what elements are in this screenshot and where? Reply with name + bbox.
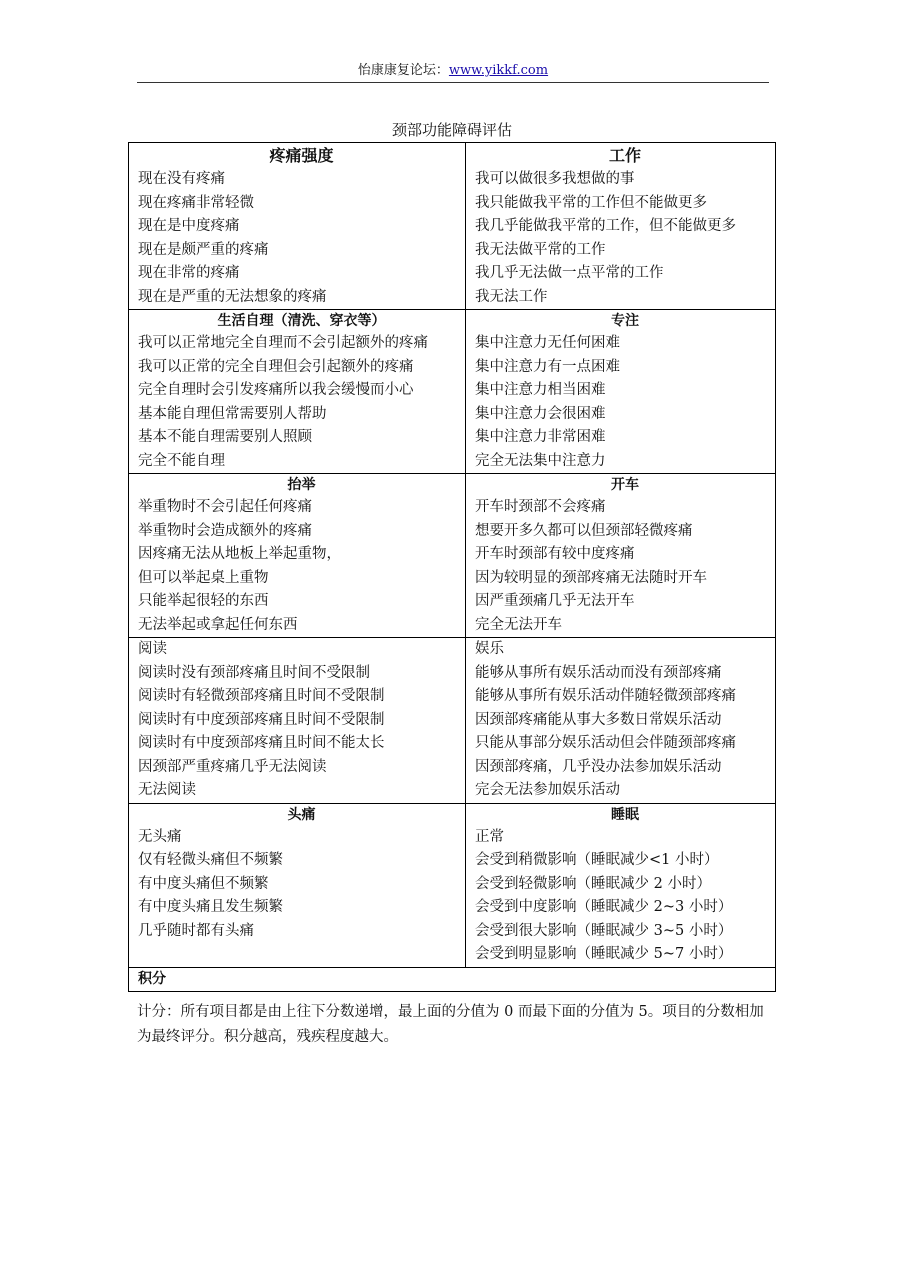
section-title: 生活自理（清洗、穿衣等） [217,313,386,329]
option-item: 完全不能自理 [138,452,225,469]
option-item: 集中注意力非常困难 [475,429,606,445]
option-item: 阅读时没有颈部疼痛且时间不受限制 [138,664,370,681]
score-row: 积分 [129,967,776,991]
option-item: 完全无法集中注意力 [475,452,606,469]
option-item: 我只能做我平常的工作但不能做更多 [475,194,707,211]
option-item: 举重物时不会引起任何疼痛 [138,499,312,515]
section-cell-left [129,310,466,474]
option-item: 只能举起很轻的东西 [138,593,269,609]
option-item: 现在是严重的无法想象的疼痛 [138,288,327,305]
page-header [137,62,769,83]
option-item: 因为较明显的颈部疼痛无法随时开车 [475,569,707,586]
option-item: 几乎随时都有头痛 [138,922,254,939]
section-row [129,474,776,638]
section-cell-right [466,474,776,638]
option-item: 集中注意力会很困难 [475,405,606,422]
section-title: 头痛 [287,806,316,823]
option-item: 会受到很大影响（睡眠减少 3~5 小时） [475,922,733,939]
option-item: 阅读时有中度颈部疼痛且时间不受限制 [138,711,385,728]
option-item: 无法阅读 [138,782,196,798]
section-cell-left [129,803,466,967]
option-item: 能够从事所有娱乐活动而没有颈部疼痛 [475,664,722,681]
section-title: 睡眠 [611,806,639,823]
option-item: 完全自理时会引发疼痛所以我会缓慢而小心 [138,382,414,398]
option-item: 因颈部严重疼痛几乎无法阅读 [138,758,327,775]
section-title: 开车 [611,477,639,493]
option-item: 集中注意力相当困难 [475,382,606,398]
option-item: 能够从事所有娱乐活动伴随轻微颈部疼痛 [475,688,736,704]
section-title: 抬举 [287,477,316,493]
option-item: 因严重颈痛几乎无法开车 [475,593,635,609]
option-item: 无头痛 [138,828,182,845]
option-item: 我几乎无法做一点平常的工作 [475,265,664,281]
scoring-note: 计分：所有项目都是由上往下分数递增，最上面的分值为 0 而最下面的分值为 5。项目的分数相加为最终评分。积分越高，残疾程度越大。 [137,1004,764,1045]
option-item: 现在没有疼痛 [138,171,225,187]
section-cell-right [466,143,776,310]
option-item: 开车时颈部不会疼痛 [475,499,606,515]
option-item: 只能从事部分娱乐活动但会伴随颈部疼痛 [475,735,736,751]
option-item: 开车时颈部有较中度疼痛 [475,546,635,562]
section-cell-right [466,638,776,804]
header-prefix: 怡康康复论坛： [357,63,449,78]
option-item: 有中度头痛但不频繁 [138,875,269,892]
option-item: 会受到中度影响（睡眠减少 2~3 小时） [475,899,733,915]
option-item: 集中注意力有一点困难 [475,358,620,375]
section-cell-left [129,143,466,310]
section-cell-left [129,638,466,804]
option-item: 但可以举起桌上重物 [138,569,269,586]
section-title: 专注 [611,313,639,329]
option-item: 阅读时有轻微颈部疼痛且时间不受限制 [138,688,385,704]
option-item: 完会无法参加娱乐活动 [475,782,620,798]
option-item: 有中度头痛且发生频繁 [138,899,283,915]
option-item: 基本不能自理需要别人照顾 [138,429,312,445]
section-title: 疼痛强度 [269,146,334,165]
option-item: 现在是颇严重的疼痛 [138,241,269,258]
document-title: 颈部功能障碍评估 [391,121,512,139]
option-item: 无法举起或拿起任何东西 [138,616,298,633]
option-item: 举重物时会造成额外的疼痛 [138,522,312,539]
option-item: 我几乎能做我平常的工作，但不能做更多 [475,218,736,234]
option-item: 会受到轻微影响（睡眠减少 2 小时） [475,875,711,892]
section-cell-right [466,803,776,967]
option-item: 会受到稍微影响（睡眠减少<1 小时） [475,852,719,868]
section-title: 工作 [608,146,641,165]
section-cell-right [466,310,776,474]
option-item: 会受到明显影响（睡眠减少 5~7 小时） [475,946,733,962]
section-row [129,803,776,967]
section-title: 娱乐 [475,641,504,657]
section-row [129,143,776,310]
option-item: 我无法做平常的工作 [475,241,606,258]
option-item: 基本能自理但常需要别人帮助 [138,405,327,422]
option-item: 我可以正常地完全自理而不会引起额外的疼痛 [138,335,428,351]
section-title: 阅读 [138,641,167,657]
option-item: 我可以正常的完全自理但会引起额外的疼痛 [138,358,414,375]
section-row [129,310,776,474]
option-item: 我无法工作 [475,288,548,305]
option-item: 集中注意力无任何困难 [475,335,620,351]
option-item: 因颈部疼痛能从事大多数日常娱乐活动 [475,711,722,728]
option-item: 因疼痛无法从地板上举起重物， [138,546,341,562]
option-item: 现在是中度疼痛 [138,218,240,234]
option-item: 现在非常的疼痛 [138,265,240,281]
option-item: 正常 [475,828,504,845]
option-item: 现在疼痛非常轻微 [138,194,254,211]
assessment-table [128,142,776,992]
option-item: 我可以做很多我想做的事 [475,171,635,187]
option-item: 完全无法开车 [475,616,562,633]
option-item: 想要开多久都可以但颈部轻微疼痛 [475,522,693,539]
header-link[interactable]: www.yikkf.com [448,63,549,78]
section-cell-left [129,474,466,638]
section-row [129,638,776,804]
option-item: 阅读时有中度颈部疼痛且时间不能太长 [138,735,385,751]
option-item: 因颈部疼痛，几乎没办法参加娱乐活动 [475,758,722,775]
option-item: 仅有轻微头痛但不频繁 [138,852,283,868]
